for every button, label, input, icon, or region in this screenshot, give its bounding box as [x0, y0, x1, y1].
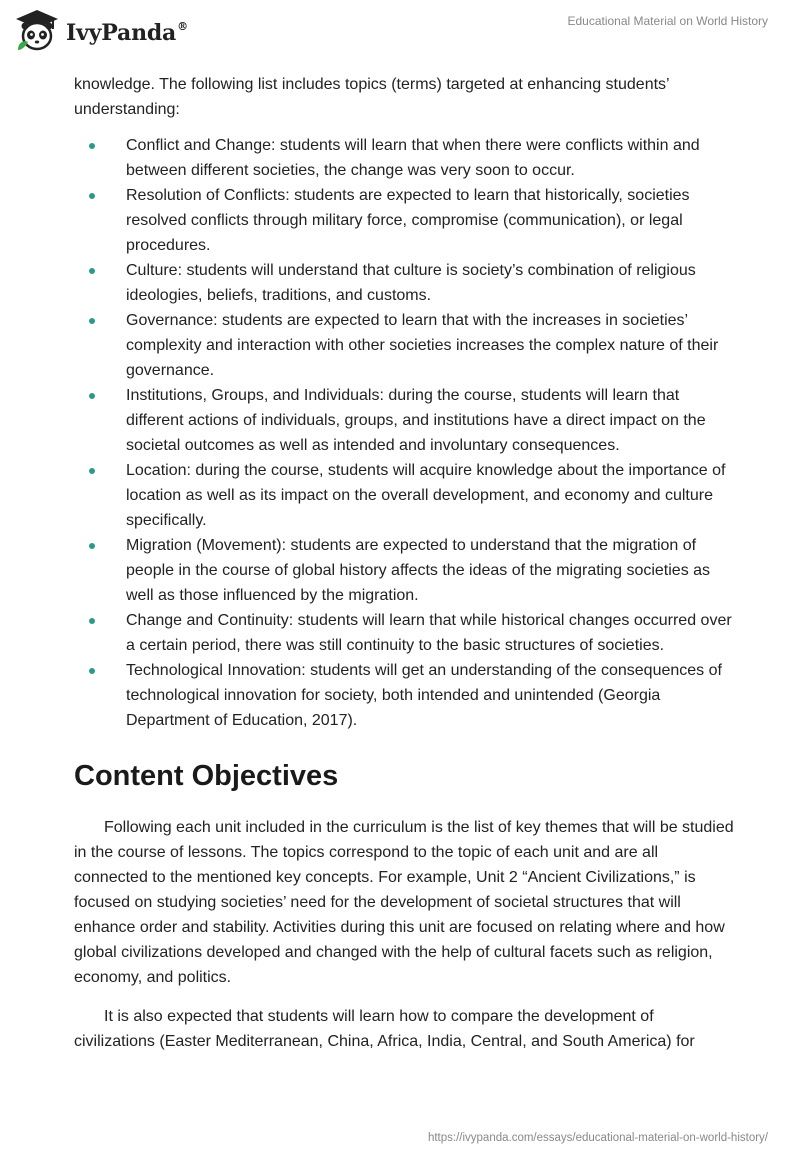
- logo-wordmark: IvyPanda®: [66, 20, 188, 46]
- list-item: Technological Innovation: students will get an understanding of the consequences of technological innovation for society, both intended and unintended (Georgia Department of Education, 2017).: [74, 658, 734, 733]
- body-paragraph: It is also expected that students will learn how to compare the development of civilizations (Easter Mediterranean, China, Africa, India, Central, and South America) for: [74, 1008, 695, 1050]
- source-url[interactable]: https://ivypanda.com/essays/educational-material-on-world-history/: [427, 1132, 768, 1144]
- intro-paragraph: knowledge. The following list includes topics (terms) targeted at enhancing students’ understanding:: [74, 76, 669, 118]
- list-item: Change and Continuity: students will learn that while historical changes occurred over a certain period, there was still continuity to the basic structures of societies.: [74, 608, 734, 658]
- list-item: Location: during the course, students will acquire knowledge about the importance of location as well as its impact on the overall development, and economy and culture specifically.: [74, 458, 734, 533]
- bullet-icon: [89, 318, 95, 324]
- list-item: Governance: students are expected to learn that with the increases in societies’ complexity and interaction with other societies increases the complex nature of their governance.: [74, 308, 734, 383]
- essay-content: [74, 72, 734, 1054]
- bullet-icon: [89, 468, 95, 474]
- section-heading: Content Objectives: [74, 760, 339, 792]
- document-title: Educational Material on World History: [567, 14, 768, 28]
- bullet-icon: [89, 268, 95, 274]
- list-item: Migration (Movement): students are expected to understand that the migration of people in the course of global history affects the ideas of the migrating societies as well as those influenced by the migration.: [74, 533, 734, 608]
- list-item: Conflict and Change: students will learn that when there were conflicts within and between different societies, the change was very soon to occur.: [74, 133, 734, 183]
- bullet-icon: [89, 543, 95, 549]
- bullet-icon: [89, 618, 95, 624]
- ivypanda-logo[interactable]: [14, 8, 188, 54]
- bullet-icon: [89, 143, 95, 149]
- page-header: [0, 0, 800, 70]
- topics-list: [74, 133, 734, 733]
- bullet-icon: [89, 393, 95, 399]
- bullet-icon: [89, 193, 95, 199]
- body-paragraph: Following each unit included in the curriculum is the list of key themes that will be studied in the course of lessons. The topics correspond to the topic of each unit and are all connected to the mentioned key concepts. For example, Unit 2 “Ancient Civilizations,” is focused on studying societies’ need for the development of societal structures that will enhance order and stability. Activities during this unit are focused on relating where and how global civilizations developed and changed with the help of cultural facets such as religion, economy, and politics.: [74, 819, 734, 986]
- list-item: Institutions, Groups, and Individuals: during the course, students will learn that different actions of individuals, groups, and institutions have a direct impact on the societal outcomes as well as intended and involuntary consequences.: [74, 383, 734, 458]
- panda-logo-icon: [14, 8, 60, 54]
- list-item: Resolution of Conflicts: students are expected to learn that historically, societies resolved conflicts through military force, compromise (communication), or legal procedures.: [74, 183, 734, 258]
- list-item: Culture: students will understand that culture is society’s combination of religious ideologies, beliefs, traditions, and customs.: [74, 258, 734, 308]
- bullet-icon: [89, 668, 95, 674]
